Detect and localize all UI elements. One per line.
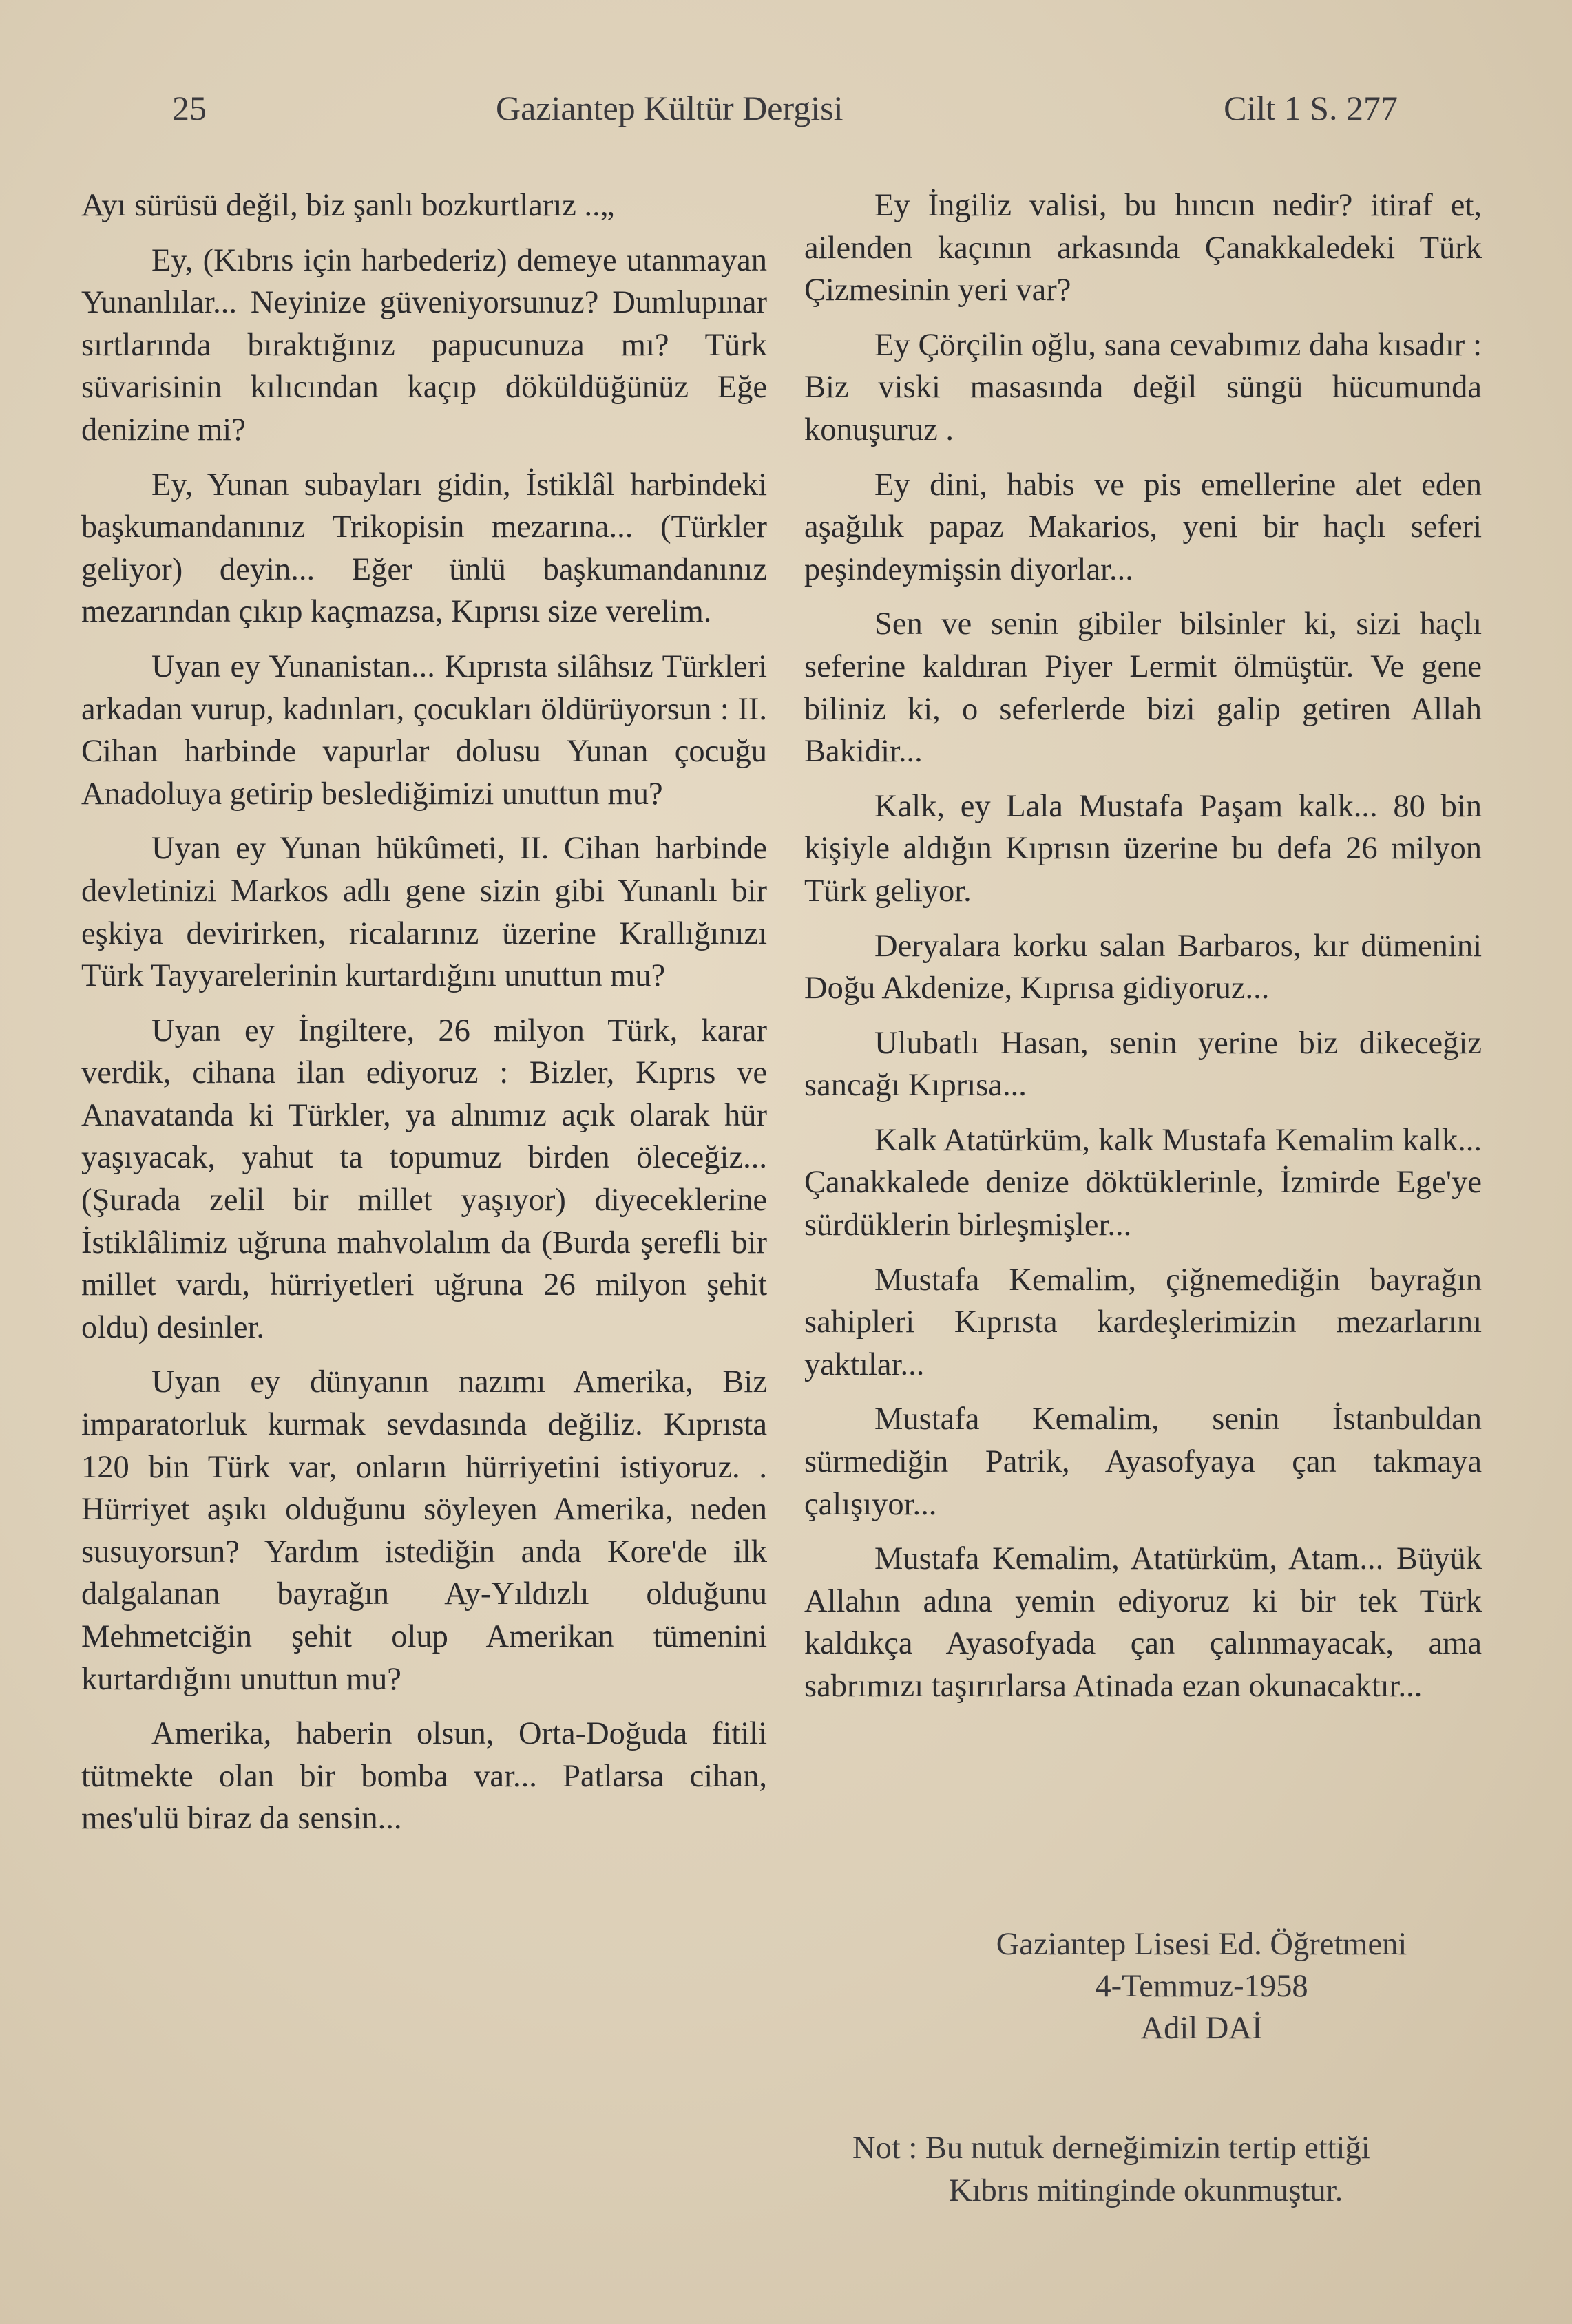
paragraph: Kalk Atatürküm, kalk Mustafa Kemalim kalk... Çanakkalede denize döktüklerinle, İzmirde Ege'ye sürdüklerin birleşmişler...	[804, 1122, 1482, 1243]
right-column	[804, 184, 1482, 1720]
signature-name: Adil DAİ	[1140, 2011, 1263, 2046]
signature-affiliation: Gaziantep Lisesi Ed. Öğretmeni	[996, 1927, 1407, 1962]
paragraph: Uyan ey İngiltere, 26 milyon Türk, karar verdik, cihana ilan ediyoruz : Bizler, Kıprıs ve Anavatanda ki Türkler, ya alnımız açık olarak hür yaşıyacak, yahut ta topumuz birden öleceğiz... (Şurada zelil bir millet yaşıyor) diyeceklerine İstiklâlimiz uğruna mahvolalım da (Burda şerefli bir millet vardı, hürriyetleri uğruna 26 milyon şehit oldu) desinler.	[81, 1013, 767, 1345]
paragraph: Ey dini, habis ve pis emellerine alet eden aşağılık papaz Makarios, yeni bir haçlı seferi peşindeymişsin diyorlar...	[804, 467, 1482, 587]
journal-title: Gaziantep Kültür Dergisi	[496, 89, 843, 127]
volume-info: Cilt 1 S. 277	[1224, 89, 1398, 127]
paragraph: Uyan ey Yunan hükûmeti, II. Cihan harbinde devletinizi Markos adlı gene sizin gibi Yunanlı bir eşkiya devirirken, ricalarınız üzerine Krallığınızı Türk Tayyarelerinin kurtardığını unuttun mu?	[81, 831, 767, 994]
page-number: 25	[172, 89, 207, 127]
running-header	[172, 88, 1398, 143]
paragraph: Ulubatlı Hasan, senin yerine biz dikeceğiz sancağı Kıprısa...	[804, 1025, 1482, 1103]
note-line-2: Kıbrıs mitinginde okunmuştur.	[949, 2173, 1343, 2208]
paragraph: Ey, Yunan subayları gidin, İstiklâl harbindeki başkumandanınız Trikopisin mezarına... (Türkler geliyor) deyin... Eğer ünlü başkumandanınız mezarından çıkıp kaçmazsa, Kıprısı size verelim.	[81, 467, 767, 630]
author-signature	[804, 1923, 1482, 2049]
note-line-1: Not : Bu nutuk derneğimizin tertip ettiği	[852, 2131, 1370, 2166]
paragraph: Uyan ey dünyanın nazımı Amerika, Biz imparatorluk kurmak sevdasında değiliz. Kıprısta 120 bin Türk var, onların hürriyetini istiyoruz. . Hürriyet aşıkı olduğunu söyleyen Amerika, neden susuyorsun? Yardım istediğin anda Kore'de ilk dalgalanan bayrağın Ay-Yıldızlı olduğunu Mehmetciğin şehit olup Amerikan tümenini kurtardığını unuttun mu?	[81, 1364, 767, 1697]
signature-date: 4-Temmuz-1958	[1095, 1969, 1308, 2004]
left-column	[81, 184, 767, 1852]
paragraph: Mustafa Kemalim, senin İstanbuldan sürmediğin Patrik, Ayasofyaya çan takmaya çalışıyor...	[804, 1402, 1482, 1522]
paragraph: Deryalara korku salan Barbaros, kır dümenini Doğu Akdenize, Kıprısa gidiyoruz...	[804, 928, 1482, 1006]
paragraph: Kalk, ey Lala Mustafa Paşam kalk... 80 bin kişiyle aldığın Kıprısın üzerine bu defa 26 milyon Türk geliyor.	[804, 788, 1482, 909]
paragraph: Ey Çörçilin oğlu, sana cevabımız daha kısadır : Biz viski masasında değil süngü hücumunda konuşuruz .	[804, 327, 1482, 447]
paragraph: Mustafa Kemalim, Atatürküm, Atam... Büyük Allahın adına yemin ediyoruz ki bir tek Türk kaldıkça Ayasofyada çan çalınmayacak, ama sabrımızı taşırırlarsa Atinada ezan okunacaktır...	[804, 1541, 1482, 1704]
paragraph: Mustafa Kemalim, çiğnemediğin bayrağın sahipleri Kıprısta kardeşlerimizin mezarlarını yaktılar...	[804, 1262, 1482, 1382]
paragraph: Uyan ey Yunanistan... Kıprısta silâhsız Türkleri arkadan vurup, kadınları, çocukları öldürüyorsun : II. Cihan harbinde vapurlar dolusu Yunan çocuğu Anadoluya getirip beslediğimizi unuttun mu?	[81, 648, 767, 812]
footnote	[852, 2127, 1486, 2212]
paragraph: Ey, (Kıbrıs için harbederiz) demeye utanmayan Yunanlılar... Neyinize güveniyorsunuz? Dumlupınar sırtlarında bıraktığınız papucunuza mı? Türk süvarisinin kılıcından kaçıp döküldüğünüz Eğe denizine mi?	[81, 242, 767, 447]
paragraph: Ayı sürüsü değil, biz şanlı bozkurtlarız ..„	[81, 188, 615, 223]
paragraph: Sen ve senin gibiler bilsinler ki, sizi haçlı seferine kaldıran Piyer Lermit ölmüştür. Ve gene biliniz ki, o seferlerde bizi galip getiren Allah Bakidir...	[804, 606, 1482, 770]
paragraph: Ey İngiliz valisi, bu hıncın nedir? itiraf et, ailenden kaçının arkasında Çanakkaledeki Türk Çizmesinin yeri var?	[804, 188, 1482, 308]
paragraph: Amerika, haberin olsun, Orta-Doğuda fitili tütmekte olan bir bomba var... Patlarsa cihan, mes'ulü biraz da sensin...	[81, 1716, 767, 1837]
